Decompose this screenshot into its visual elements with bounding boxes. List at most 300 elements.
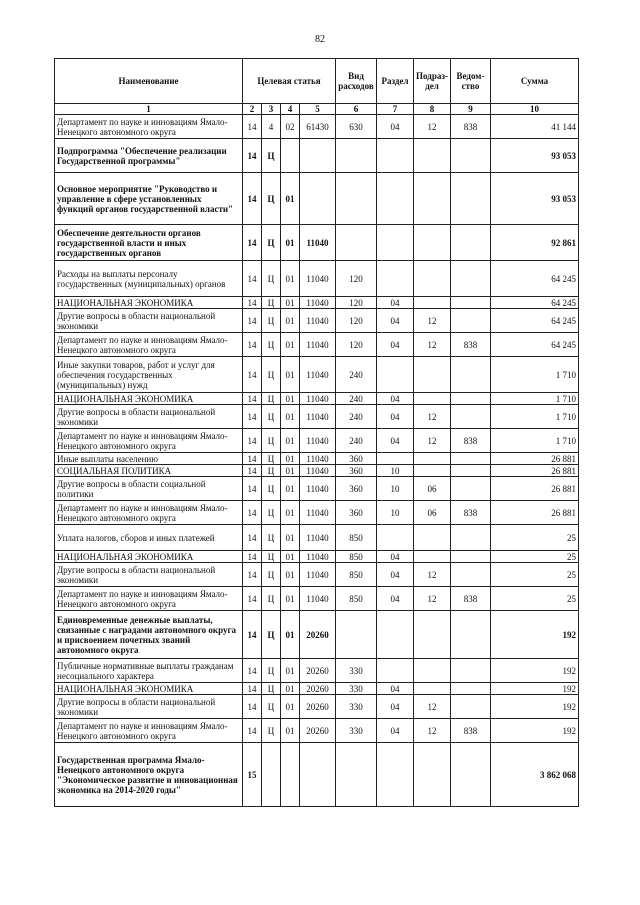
subsection-cell <box>414 297 451 309</box>
target-code-4-cell: 11040 <box>300 357 336 393</box>
section-cell: 04 <box>377 297 414 309</box>
target-code-4-cell: 11040 <box>300 225 336 261</box>
expense-type-cell: 330 <box>336 659 377 683</box>
department-code-cell <box>451 225 491 261</box>
sum-cell: 25 <box>491 551 579 563</box>
target-code-1-cell: 14 <box>243 139 262 173</box>
target-code-4-cell: 11040 <box>300 477 336 501</box>
sum-cell: 93 053 <box>491 139 579 173</box>
target-code-4-cell: 11040 <box>300 429 336 453</box>
section-cell: 04 <box>377 563 414 587</box>
section-cell: 10 <box>377 477 414 501</box>
expense-type-cell: 630 <box>336 115 377 139</box>
header-row <box>55 59 579 104</box>
target-code-1-cell: 14 <box>243 405 262 429</box>
department-code-cell <box>451 743 491 807</box>
target-code-4-cell: 11040 <box>300 309 336 333</box>
table-row <box>55 333 579 357</box>
target-code-2-cell: Ц <box>262 429 281 453</box>
target-code-2-cell: Ц <box>262 333 281 357</box>
target-code-1-cell: 14 <box>243 525 262 551</box>
section-cell <box>377 611 414 659</box>
target-code-4-cell: 61430 <box>300 115 336 139</box>
page-number: 82 <box>315 34 325 45</box>
row-name-cell: Основное мероприятие "Руководство и управление в сфере установленных функций органов государственной власти" <box>55 173 243 225</box>
department-code-cell: 838 <box>451 501 491 525</box>
row-name-cell: Государственная программа Ямало-Ненецкого автономного округа "Экономическое развитие и инновационная экономика на 2014-2020 годы" <box>55 743 243 807</box>
subsection-cell: 12 <box>414 719 451 743</box>
subsection-cell <box>414 393 451 405</box>
subsection-cell <box>414 551 451 563</box>
row-name-cell: Департамент по науке и инновациям Ямало-Ненецкого автономного округа <box>55 333 243 357</box>
column-number: 4 <box>281 104 300 115</box>
row-name-cell: Департамент по науке и инновациям Ямало-Ненецкого автономного округа <box>55 115 243 139</box>
expense-type-cell: 120 <box>336 261 377 297</box>
row-name-cell: Другие вопросы в области национальной экономики <box>55 563 243 587</box>
expense-type-cell: 360 <box>336 477 377 501</box>
expense-type-cell: 360 <box>336 465 377 477</box>
subsection-cell: 12 <box>414 695 451 719</box>
target-code-4-cell <box>300 139 336 173</box>
subsection-cell: 12 <box>414 333 451 357</box>
column-number: 6 <box>336 104 377 115</box>
target-code-1-cell: 14 <box>243 551 262 563</box>
target-code-3-cell: 01 <box>281 393 300 405</box>
column-number: 10 <box>491 104 579 115</box>
sum-cell: 26 881 <box>491 477 579 501</box>
expense-type-cell: 120 <box>336 297 377 309</box>
target-code-2-cell: Ц <box>262 563 281 587</box>
sum-cell: 192 <box>491 659 579 683</box>
target-code-3-cell: 01 <box>281 261 300 297</box>
row-name-cell: Уплата налогов, сборов и иных платежей <box>55 525 243 551</box>
sum-cell: 25 <box>491 525 579 551</box>
department-code-cell <box>451 525 491 551</box>
target-code-3-cell: 01 <box>281 309 300 333</box>
target-code-1-cell: 14 <box>243 563 262 587</box>
row-name-cell: Иные выплаты населению <box>55 453 243 465</box>
row-name-cell: Департамент по науке и инновациям Ямало-Ненецкого автономного округа <box>55 719 243 743</box>
department-code-cell: 838 <box>451 429 491 453</box>
section-cell <box>377 261 414 297</box>
row-name-cell: Единовременные денежные выплаты, связанные с наградами автономного округа и присвоением почетных званий автономного округа <box>55 611 243 659</box>
sum-cell: 92 861 <box>491 225 579 261</box>
subsection-cell <box>414 743 451 807</box>
expense-type-cell: 360 <box>336 453 377 465</box>
target-code-4-cell: 11040 <box>300 501 336 525</box>
expense-type-cell: 360 <box>336 501 377 525</box>
table-row <box>55 477 579 501</box>
expense-type-cell: 850 <box>336 587 377 611</box>
row-name-cell: Департамент по науке и инновациям Ямало-Ненецкого автономного округа <box>55 429 243 453</box>
expense-type-cell: 850 <box>336 551 377 563</box>
target-code-3-cell: 01 <box>281 695 300 719</box>
target-code-3-cell: 01 <box>281 611 300 659</box>
subsection-cell <box>414 525 451 551</box>
subsection-cell: 06 <box>414 477 451 501</box>
target-code-2-cell: 4 <box>262 115 281 139</box>
target-code-2-cell: Ц <box>262 719 281 743</box>
target-code-2-cell: Ц <box>262 587 281 611</box>
target-code-2-cell: Ц <box>262 695 281 719</box>
subsection-cell: 12 <box>414 405 451 429</box>
section-cell <box>377 139 414 173</box>
subsection-cell <box>414 139 451 173</box>
header-target-article: Целевая статья <box>243 59 336 104</box>
column-number: 1 <box>55 104 243 115</box>
table-row <box>55 719 579 743</box>
table-row <box>55 429 579 453</box>
table-row <box>55 695 579 719</box>
department-code-cell <box>451 551 491 563</box>
target-code-4-cell: 11040 <box>300 453 336 465</box>
target-code-2-cell: Ц <box>262 501 281 525</box>
target-code-3-cell: 01 <box>281 173 300 225</box>
target-code-1-cell: 14 <box>243 333 262 357</box>
department-code-cell <box>451 465 491 477</box>
target-code-4-cell: 20260 <box>300 683 336 695</box>
target-code-3-cell: 01 <box>281 501 300 525</box>
target-code-2-cell: Ц <box>262 405 281 429</box>
target-code-4-cell: 11040 <box>300 563 336 587</box>
subsection-cell: 12 <box>414 563 451 587</box>
department-code-cell <box>451 261 491 297</box>
table-row <box>55 525 579 551</box>
target-code-3-cell: 01 <box>281 225 300 261</box>
target-code-2-cell: Ц <box>262 393 281 405</box>
expense-type-cell: 330 <box>336 695 377 719</box>
header-section: Раздел <box>377 59 414 104</box>
row-name-cell: Департамент по науке и инновациям Ямало-Ненецкого автономного округа <box>55 501 243 525</box>
column-number: 7 <box>377 104 414 115</box>
expense-type-cell: 120 <box>336 309 377 333</box>
subsection-cell <box>414 683 451 695</box>
subsection-cell <box>414 261 451 297</box>
table-row <box>55 683 579 695</box>
target-code-1-cell: 14 <box>243 115 262 139</box>
department-code-cell <box>451 139 491 173</box>
expense-type-cell: 850 <box>336 563 377 587</box>
sum-cell: 192 <box>491 695 579 719</box>
target-code-1-cell: 14 <box>243 429 262 453</box>
target-code-4-cell: 11040 <box>300 405 336 429</box>
target-code-3-cell: 01 <box>281 659 300 683</box>
sum-cell: 41 144 <box>491 115 579 139</box>
row-name-cell: Обеспечение деятельности органов государственной власти и иных государственных органов <box>55 225 243 261</box>
target-code-2-cell: Ц <box>262 525 281 551</box>
section-cell: 10 <box>377 465 414 477</box>
target-code-3-cell: 01 <box>281 551 300 563</box>
target-code-3-cell: 01 <box>281 297 300 309</box>
section-cell <box>377 225 414 261</box>
table-row <box>55 453 579 465</box>
target-code-4-cell: 11040 <box>300 525 336 551</box>
target-code-1-cell: 14 <box>243 719 262 743</box>
target-code-3-cell: 01 <box>281 683 300 695</box>
table-row <box>55 551 579 563</box>
row-name-cell: Иные закупки товаров, работ и услуг для обеспечения государственных (муниципальных) нужд <box>55 357 243 393</box>
department-code-cell <box>451 357 491 393</box>
row-name-cell: Расходы на выплаты персоналу государственных (муниципальных) органов <box>55 261 243 297</box>
department-code-cell <box>451 695 491 719</box>
header-subsection: Подраз-дел <box>414 59 451 104</box>
table-row <box>55 611 579 659</box>
target-code-4-cell: 11040 <box>300 587 336 611</box>
department-code-cell <box>451 683 491 695</box>
target-code-3-cell: 01 <box>281 333 300 357</box>
target-code-3-cell: 01 <box>281 429 300 453</box>
table-row <box>55 115 579 139</box>
header-name: Наименование <box>55 59 243 104</box>
target-code-2-cell: Ц <box>262 683 281 695</box>
target-code-2-cell: Ц <box>262 465 281 477</box>
target-code-4-cell <box>300 743 336 807</box>
section-cell: 04 <box>377 309 414 333</box>
column-number: 2 <box>243 104 262 115</box>
target-code-2-cell: Ц <box>262 261 281 297</box>
row-name-cell: НАЦИОНАЛЬНАЯ ЭКОНОМИКА <box>55 551 243 563</box>
target-code-2-cell: Ц <box>262 477 281 501</box>
expense-type-cell: 240 <box>336 405 377 429</box>
target-code-3-cell: 01 <box>281 405 300 429</box>
subsection-cell <box>414 357 451 393</box>
target-code-4-cell: 11040 <box>300 551 336 563</box>
target-code-2-cell: Ц <box>262 611 281 659</box>
target-code-1-cell: 15 <box>243 743 262 807</box>
target-code-3-cell: 01 <box>281 587 300 611</box>
row-name-cell: Другие вопросы в области национальной экономики <box>55 309 243 333</box>
department-code-cell <box>451 453 491 465</box>
header-sum: Сумма <box>491 59 579 104</box>
target-code-2-cell: Ц <box>262 357 281 393</box>
expense-type-cell: 330 <box>336 719 377 743</box>
target-code-1-cell: 14 <box>243 659 262 683</box>
section-cell: 04 <box>377 683 414 695</box>
expense-type-cell: 240 <box>336 393 377 405</box>
expense-type-cell <box>336 173 377 225</box>
target-code-4-cell: 20260 <box>300 719 336 743</box>
sum-cell: 26 881 <box>491 453 579 465</box>
row-name-cell: НАЦИОНАЛЬНАЯ ЭКОНОМИКА <box>55 297 243 309</box>
subsection-cell <box>414 453 451 465</box>
sum-cell: 192 <box>491 611 579 659</box>
target-code-3-cell: 01 <box>281 477 300 501</box>
row-name-cell: Другие вопросы в области национальной экономики <box>55 405 243 429</box>
subsection-cell <box>414 465 451 477</box>
header-department: Ведом-ство <box>451 59 491 104</box>
subsection-cell: 12 <box>414 115 451 139</box>
target-code-1-cell: 14 <box>243 225 262 261</box>
subsection-cell: 12 <box>414 309 451 333</box>
sum-cell: 64 245 <box>491 297 579 309</box>
sum-cell: 3 862 068 <box>491 743 579 807</box>
target-code-3-cell: 02 <box>281 115 300 139</box>
department-code-cell: 838 <box>451 719 491 743</box>
budget-table <box>54 58 579 807</box>
target-code-1-cell: 14 <box>243 501 262 525</box>
expense-type-cell <box>336 611 377 659</box>
department-code-cell <box>451 173 491 225</box>
target-code-2-cell: Ц <box>262 297 281 309</box>
target-code-4-cell: 20260 <box>300 659 336 683</box>
table-row <box>55 297 579 309</box>
sum-cell: 26 881 <box>491 465 579 477</box>
target-code-3-cell: 01 <box>281 465 300 477</box>
sum-cell: 26 881 <box>491 501 579 525</box>
subsection-cell <box>414 173 451 225</box>
target-code-3-cell: 01 <box>281 719 300 743</box>
expense-type-cell: 330 <box>336 683 377 695</box>
row-name-cell: Департамент по науке и инновациям Ямало-Ненецкого автономного округа <box>55 587 243 611</box>
section-cell: 04 <box>377 587 414 611</box>
column-number: 8 <box>414 104 451 115</box>
section-cell: 04 <box>377 551 414 563</box>
target-code-2-cell <box>262 743 281 807</box>
target-code-4-cell: 11040 <box>300 393 336 405</box>
table-row <box>55 225 579 261</box>
target-code-3-cell: 01 <box>281 453 300 465</box>
target-code-1-cell: 14 <box>243 477 262 501</box>
department-code-cell <box>451 563 491 587</box>
target-code-1-cell: 14 <box>243 587 262 611</box>
section-cell: 04 <box>377 429 414 453</box>
sum-cell: 1 710 <box>491 429 579 453</box>
sum-cell: 192 <box>491 719 579 743</box>
department-code-cell: 838 <box>451 115 491 139</box>
target-code-3-cell: 01 <box>281 357 300 393</box>
table-row <box>55 405 579 429</box>
target-code-1-cell: 14 <box>243 393 262 405</box>
sum-cell: 1 710 <box>491 393 579 405</box>
department-code-cell: 838 <box>451 333 491 357</box>
expense-type-cell <box>336 743 377 807</box>
expense-type-cell: 120 <box>336 333 377 357</box>
table-row <box>55 357 579 393</box>
sum-cell: 25 <box>491 563 579 587</box>
target-code-1-cell: 14 <box>243 695 262 719</box>
sum-cell: 1 710 <box>491 357 579 393</box>
table-row <box>55 139 579 173</box>
section-cell <box>377 173 414 225</box>
target-code-4-cell: 20260 <box>300 611 336 659</box>
header-expense-type: Вид расходов <box>336 59 377 104</box>
target-code-1-cell: 14 <box>243 683 262 695</box>
sum-cell: 64 245 <box>491 333 579 357</box>
sum-cell: 192 <box>491 683 579 695</box>
table-row <box>55 501 579 525</box>
sum-cell: 64 245 <box>491 309 579 333</box>
row-name-cell: НАЦИОНАЛЬНАЯ ЭКОНОМИКА <box>55 393 243 405</box>
subsection-cell: 12 <box>414 587 451 611</box>
section-cell: 04 <box>377 333 414 357</box>
department-code-cell: 838 <box>451 587 491 611</box>
department-code-cell <box>451 611 491 659</box>
department-code-cell <box>451 477 491 501</box>
department-code-cell <box>451 659 491 683</box>
subsection-cell <box>414 225 451 261</box>
table-row <box>55 659 579 683</box>
row-name-cell: Другие вопросы в области национальной экономики <box>55 695 243 719</box>
column-number: 9 <box>451 104 491 115</box>
department-code-cell <box>451 405 491 429</box>
subsection-cell <box>414 659 451 683</box>
table-row <box>55 393 579 405</box>
target-code-2-cell: Ц <box>262 309 281 333</box>
section-cell <box>377 659 414 683</box>
target-code-2-cell: Ц <box>262 173 281 225</box>
target-code-3-cell <box>281 139 300 173</box>
target-code-4-cell: 11040 <box>300 333 336 357</box>
target-code-1-cell: 14 <box>243 173 262 225</box>
section-cell <box>377 525 414 551</box>
column-number-row <box>55 104 579 115</box>
row-name-cell: Публичные нормативные выплаты гражданам несоциального характера <box>55 659 243 683</box>
target-code-1-cell: 14 <box>243 297 262 309</box>
sum-cell: 93 053 <box>491 173 579 225</box>
table-row <box>55 743 579 807</box>
section-cell: 04 <box>377 695 414 719</box>
target-code-3-cell <box>281 743 300 807</box>
column-number: 3 <box>262 104 281 115</box>
table-body <box>55 115 579 807</box>
table-row <box>55 173 579 225</box>
row-name-cell: Другие вопросы в области социальной политики <box>55 477 243 501</box>
target-code-2-cell: Ц <box>262 551 281 563</box>
sum-cell: 64 245 <box>491 261 579 297</box>
row-name-cell: СОЦИАЛЬНАЯ ПОЛИТИКА <box>55 465 243 477</box>
target-code-2-cell: Ц <box>262 659 281 683</box>
sum-cell: 1 710 <box>491 405 579 429</box>
expense-type-cell: 240 <box>336 357 377 393</box>
target-code-4-cell <box>300 173 336 225</box>
expense-type-cell: 850 <box>336 525 377 551</box>
target-code-2-cell: Ц <box>262 453 281 465</box>
subsection-cell: 12 <box>414 429 451 453</box>
table-row <box>55 261 579 297</box>
target-code-1-cell: 14 <box>243 611 262 659</box>
target-code-4-cell: 11040 <box>300 297 336 309</box>
target-code-1-cell: 14 <box>243 357 262 393</box>
expense-type-cell: 240 <box>336 429 377 453</box>
column-number: 5 <box>300 104 336 115</box>
section-cell: 04 <box>377 115 414 139</box>
table-row <box>55 587 579 611</box>
target-code-1-cell: 14 <box>243 261 262 297</box>
section-cell <box>377 743 414 807</box>
target-code-3-cell: 01 <box>281 525 300 551</box>
target-code-1-cell: 14 <box>243 309 262 333</box>
subsection-cell: 06 <box>414 501 451 525</box>
expense-type-cell <box>336 225 377 261</box>
target-code-4-cell: 20260 <box>300 695 336 719</box>
section-cell <box>377 453 414 465</box>
subsection-cell <box>414 611 451 659</box>
target-code-4-cell: 11040 <box>300 261 336 297</box>
target-code-4-cell: 11040 <box>300 465 336 477</box>
row-name-cell: НАЦИОНАЛЬНАЯ ЭКОНОМИКА <box>55 683 243 695</box>
section-cell: 10 <box>377 501 414 525</box>
table-row <box>55 309 579 333</box>
section-cell: 04 <box>377 393 414 405</box>
table-row <box>55 465 579 477</box>
target-code-2-cell: Ц <box>262 139 281 173</box>
section-cell: 04 <box>377 405 414 429</box>
sum-cell: 25 <box>491 587 579 611</box>
target-code-1-cell: 14 <box>243 453 262 465</box>
department-code-cell <box>451 297 491 309</box>
row-name-cell: Подпрограмма "Обеспечение реализации Государственной программы" <box>55 139 243 173</box>
section-cell <box>377 357 414 393</box>
